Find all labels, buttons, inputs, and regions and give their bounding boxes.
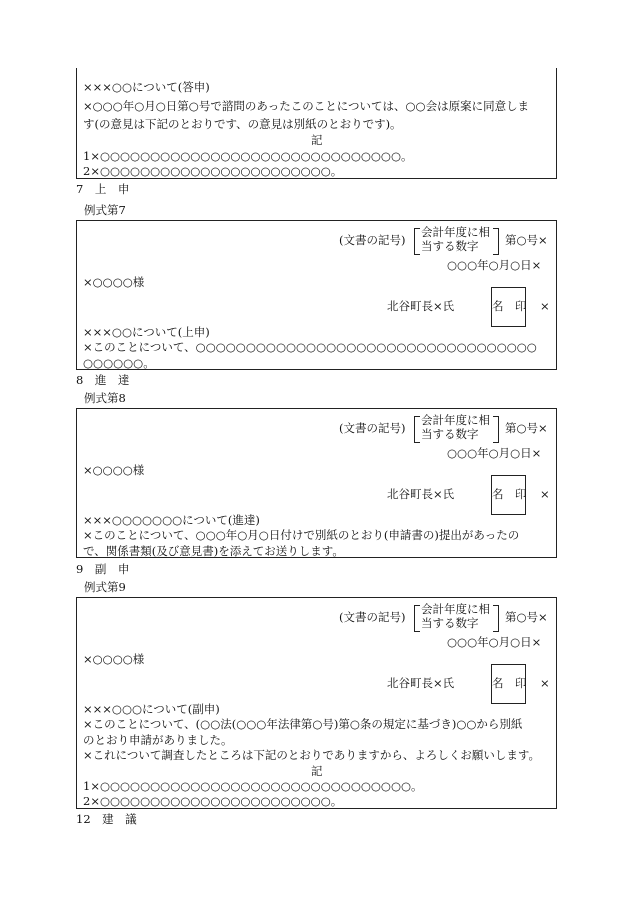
- ki-label: 記: [311, 764, 323, 778]
- document-number: 第○号×: [505, 233, 548, 247]
- seal-tail: ×: [540, 299, 550, 313]
- body-line: のとおり申請がありました。: [83, 733, 233, 747]
- section-heading: 12 建 議: [76, 812, 137, 826]
- body-line: ×これについて調査したところは下記のとおりでありますから、よろしくお願いします。: [83, 748, 540, 762]
- body-line: ×このことについて、(○○法(○○○年法律第○号)第○条の規定に基づき)○○から別紙: [83, 717, 523, 731]
- fiscal-year-bottom: 当する数字: [421, 239, 479, 253]
- seal-label: 名 印: [492, 487, 527, 501]
- seal-label: 名 印: [492, 299, 527, 313]
- sender: 北谷町長×氏: [387, 487, 455, 501]
- document-date: ○○○年○月○日×: [447, 635, 542, 649]
- bracket-left: [414, 605, 420, 632]
- section-heading: 9 副 申: [76, 562, 130, 576]
- body-line: す(の意見は下記のとおりです、の意見は別紙のとおりです)。: [83, 117, 402, 131]
- bracket-right: [493, 416, 499, 443]
- example-box-8: [76, 408, 557, 558]
- document-symbol: (文書の記号): [339, 421, 406, 435]
- addressee: ×○○○○様: [83, 463, 145, 477]
- example-label: 例式第7: [84, 203, 126, 217]
- seal-label: 名 印: [492, 676, 527, 690]
- sender: 北谷町長×氏: [387, 676, 455, 690]
- document-symbol: (文書の記号): [339, 233, 406, 247]
- list-item: 1×○○○○○○○○○○○○○○○○○○○○○○○○○○○○○○○。: [83, 779, 423, 793]
- body-line: ×○○○年○月○日第○号で諮問のあったこのことについては、○○会は原案に同意しま: [83, 99, 530, 113]
- example-box-9: [76, 597, 557, 809]
- body-line: ×このことについて、○○○○○○○○○○○○○○○○○○○○○○○○○○○○○○○○○○: [83, 340, 537, 354]
- fiscal-year-bottom: 当する数字: [421, 427, 479, 441]
- ki-label: 記: [311, 133, 323, 147]
- subject-line: ×××○○○○○○○について(進達): [83, 513, 260, 527]
- list-item: 2×○○○○○○○○○○○○○○○○○○○○○○○。: [83, 164, 343, 178]
- fiscal-year-top: 会計年度に相: [421, 413, 490, 427]
- example-box-6: [76, 68, 557, 179]
- document-date: ○○○年○月○日×: [447, 258, 542, 272]
- addressee: ×○○○○様: [83, 652, 145, 666]
- list-item: 2×○○○○○○○○○○○○○○○○○○○○○○○。: [83, 794, 343, 808]
- bracket-left: [414, 228, 420, 255]
- example-box-7: [76, 220, 557, 370]
- fiscal-year-top: 会計年度に相: [421, 602, 490, 616]
- section-heading: 8 進 達: [76, 373, 130, 387]
- seal-tail: ×: [540, 676, 550, 690]
- body-line: ○○○○○○。: [83, 356, 155, 370]
- document-date: ○○○年○月○日×: [447, 446, 542, 460]
- body-line: で、関係書類(及び意見書)を添えてお送りします。: [83, 544, 344, 558]
- bracket-right: [493, 228, 499, 255]
- subject-line: ×××○○について(答申): [83, 80, 210, 94]
- addressee: ×○○○○様: [83, 275, 145, 289]
- body-line: ×このことについて、○○○年○月○日付けで別紙のとおり(申請書の)提出があったの: [83, 528, 520, 542]
- fiscal-year-top: 会計年度に相: [421, 225, 490, 239]
- seal-tail: ×: [540, 487, 550, 501]
- example-label: 例式第8: [84, 391, 126, 405]
- list-item: 1×○○○○○○○○○○○○○○○○○○○○○○○○○○○○○○。: [83, 149, 413, 163]
- subject-line: ×××○○○について(副申): [83, 702, 220, 716]
- example-label: 例式第9: [84, 580, 126, 594]
- document-number: 第○号×: [505, 421, 548, 435]
- bracket-left: [414, 416, 420, 443]
- section-heading: 7 上 申: [76, 182, 130, 196]
- bracket-right: [493, 605, 499, 632]
- document-symbol: (文書の記号): [339, 610, 406, 624]
- fiscal-year-bottom: 当する数字: [421, 616, 479, 630]
- sender: 北谷町長×氏: [387, 299, 455, 313]
- document-number: 第○号×: [505, 610, 548, 624]
- subject-line: ×××○○について(上申): [83, 325, 210, 339]
